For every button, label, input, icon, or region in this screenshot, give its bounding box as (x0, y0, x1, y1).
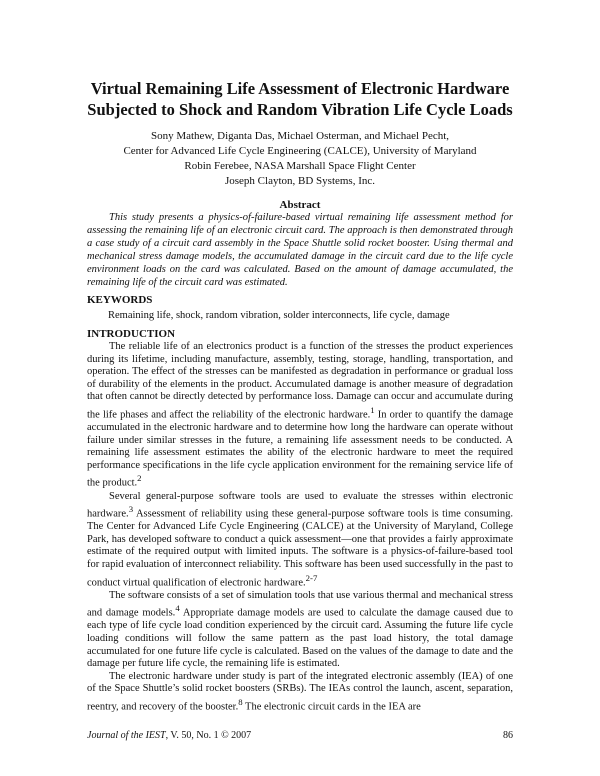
journal-name: Journal of the IEST (87, 730, 166, 741)
author-line-3: Robin Ferebee, NASA Marshall Space Flight Center (184, 160, 416, 172)
introduction-heading: INTRODUCTION (87, 328, 176, 340)
paper-title (60, 78, 540, 120)
author-block (60, 129, 540, 189)
introduction-body (87, 341, 513, 714)
body-paragraph: The reliable life of an electronics product is a function of the stresses the product experiences during its lifetime, including manufacture, assembly, testing, storage, handling, transportation, and operation. The effect of the stresses can be manifested as degradation in performance or gradual loss of durability of the elements in the product. Accumulated damage is another measure of degradation that often cannot be directly detected by performance loss. Damage can occur and accumulate during the life phases and affect the reliability of the electronic hardware.$^1$ In order to quantify the damage accumulated in the electronic hardware and to determine how long the hardware can operate without failure under similar stresses in the future, a remaining life assessment needs to be conducted. A remaining life assessment estimates the ability of the electronic hardware to meet the required performance specifications in the life cycle application environment for the remaining service life of the product.$^2$ (87, 341, 513, 489)
citation: 1 (370, 404, 375, 415)
journal-footer (87, 730, 251, 741)
title-line-2: Subjected to Shock and Random Vibration Life Cycle Loads (87, 100, 513, 119)
citation: 3 (128, 504, 134, 515)
journal-volume: , V. 50, No. 1 © 2007 (165, 730, 252, 741)
title-line-1: Virtual Remaining Life Assessment of Electronic Hardware (90, 79, 510, 98)
citation: 4 (175, 603, 180, 614)
citation: 2-7 (305, 572, 318, 583)
abstract-text: This study presents a physics-of-failure-based virtual remaining life assessment method for assessing the remaining life of an electronic circuit card. The approach is then demonstrated through a case study of a circuit card assembly in the Space Shuttle solid rocket booster. Using thermal and mechanical stress damage models, the accumulated damage in the circuit card due to the life cycle environment loads on the card was calculated. Based on the amount of damage accumulated, the remaining life of the circuit card was estimated. (87, 212, 513, 288)
body-paragraph: The software consists of a set of simulation tools that use various thermal and mechanical stress and damage models.$^4$ Appropriate damage models are used to calculate the damage caused due to each type of life cycle load condition experienced by the circuit card. Assuming the future life cycle loading conditions will follow the same pattern as the past load history, the total damage accumulated for one future life cycle is calculated. Based on the values of the damage to date and the damage per future life cycle, the remaining life is estimated. (87, 589, 513, 670)
keywords-text: Remaining life, shock, random vibration, solder interconnects, life cycle, damage (108, 310, 450, 321)
body-paragraph: Several general-purpose software tools are used to evaluate the stresses within electronic hardware.$^3$ Assessment of reliability using these general-purpose software tools is time consuming. The Center for Advanced Life Cycle Engineering (CALCE) at the University of Maryland, College Park, has developed software to conduct a quick assessment—one that provides a fairly approximate estimate of the required output with limited inputs. The software is a physics-of-failure-based tool for rapid evaluation of interconnect reliability. This software has been used successfully in the past to conduct virtual qualification of electronic hardware.$^{2-7}$ (87, 490, 513, 589)
citation: 2 (137, 473, 142, 484)
author-line-1: Sony Mathew, Diganta Das, Michael Osterman, and Michael Pecht, (150, 130, 450, 142)
author-line-2: Center for Advanced Life Cycle Engineering (CALCE), University of Maryland (123, 145, 477, 157)
abstract-heading: Abstract (279, 199, 321, 211)
page-number: 86 (503, 730, 513, 741)
citation: 8 (238, 696, 243, 707)
body-paragraph: The electronic hardware under study is part of the integrated electronic assembly (IEA) of one of the Space Shuttle’s solid rocket boosters (SRBs). The IEAs control the launch, ascent, separation, reentry, and recovery of the booster.$^8$ The electronic circuit cards in the IEA are (87, 670, 513, 713)
keywords-heading: KEYWORDS (87, 294, 153, 306)
author-line-4: Joseph Clayton, BD Systems, Inc. (224, 175, 376, 187)
